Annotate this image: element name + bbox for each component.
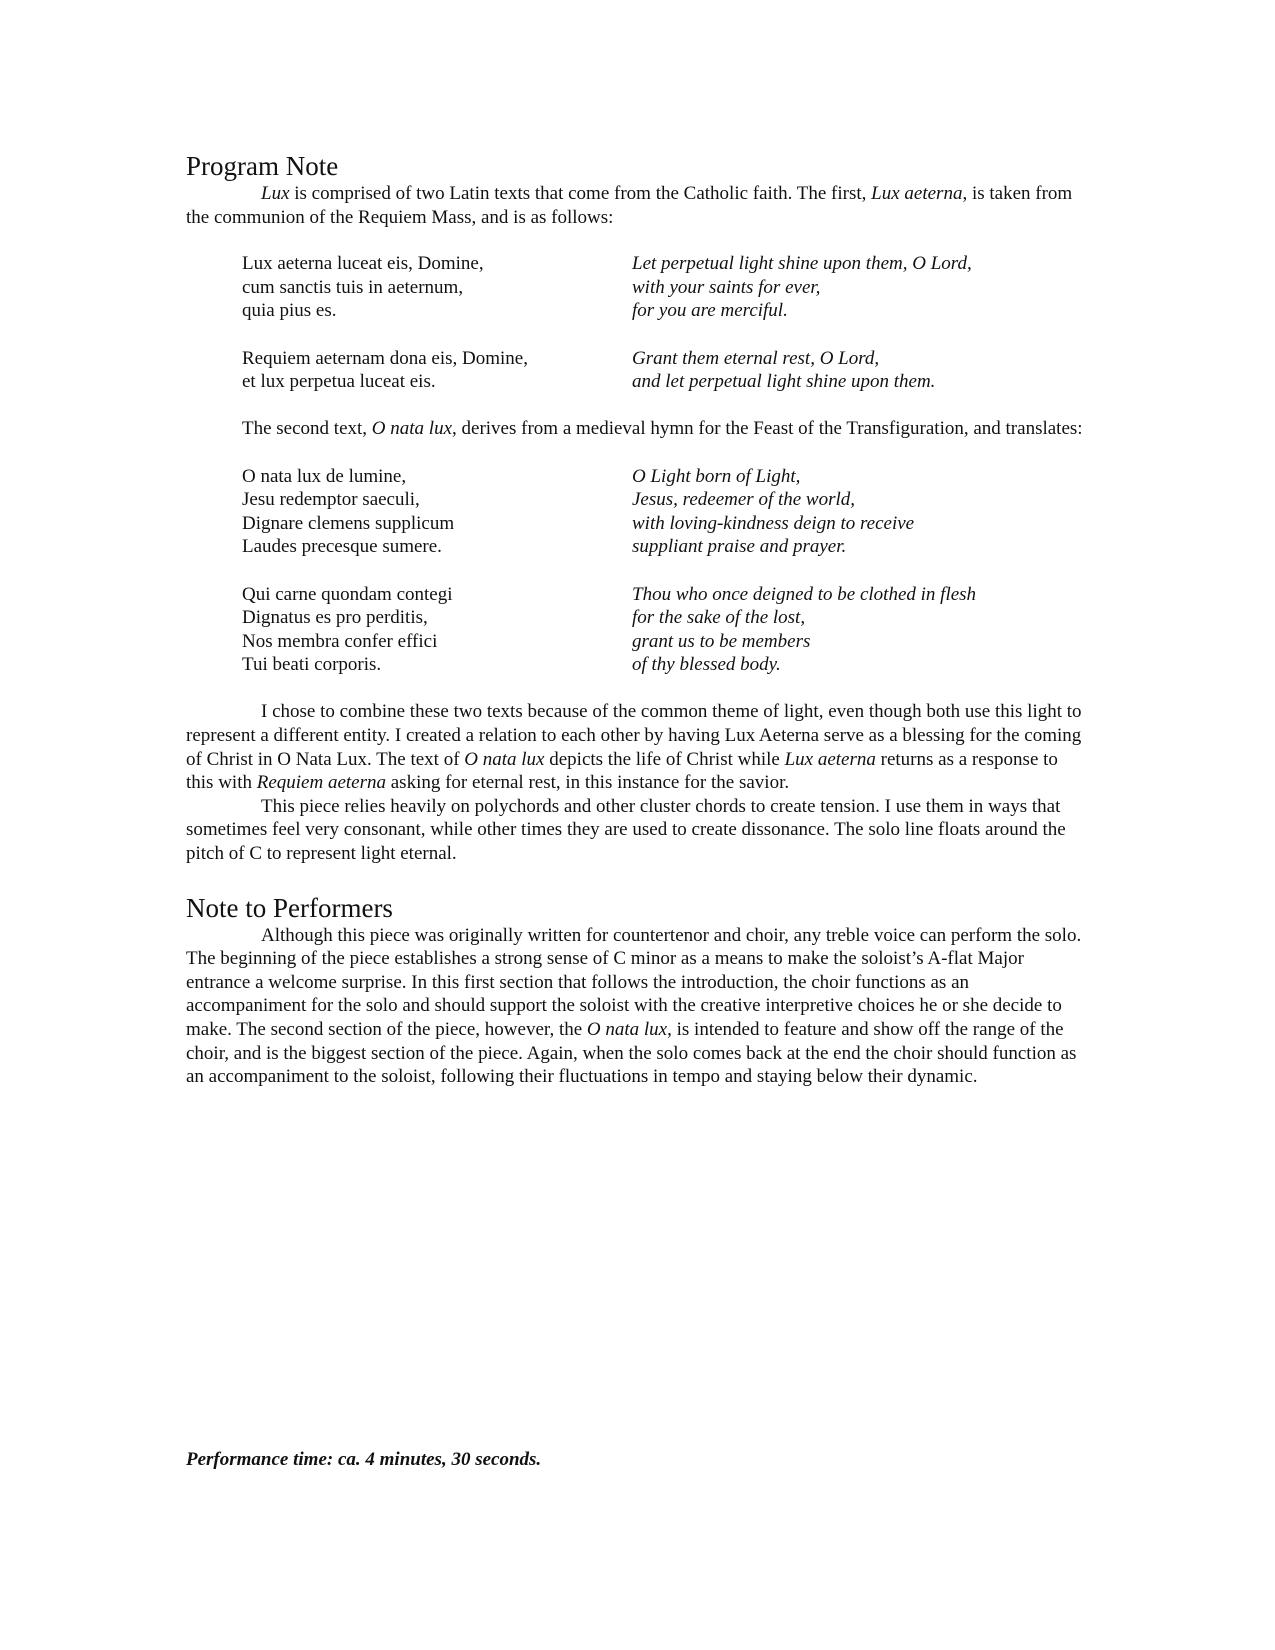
latin-column [242,583,632,677]
english-line: Let perpetual light shine upon them, O Lord, [632,253,972,275]
english-line: grant us to be members [632,630,811,652]
english-column [632,347,1086,394]
lux-aeterna-verses [186,252,1086,394]
english-column [632,252,1086,323]
second-text-1: The second text, [242,418,372,440]
combine-text-1: I chose to combine these two texts because of the common theme of light, even though both use this light to represent a different entity. I created a relation to each other by having Lux Aeterna serve as a blessing for the coming of Christ in O Nata Lux. The text of [186,701,1082,770]
latin-line: Dignatus es pro perditis, [242,607,428,629]
latin-column [242,465,632,559]
second-text-title: O nata lux [371,418,453,440]
latin-line: Qui carne quondam contegi [242,583,453,605]
english-line: for you are merciful. [632,300,788,322]
combine-texts-paragraph [186,700,1086,794]
latin-line: Requiem aeternam dona eis, Domine, [242,347,528,369]
latin-line: Lux aeterna luceat eis, Domine, [242,253,484,275]
english-line: Thou who once deigned to be clothed in flesh [632,583,977,605]
combine-text-2: depicts the life of Christ while [544,748,785,770]
performance-time: Performance time: ca. 4 minutes, 30 seconds. [186,1449,542,1470]
latin-line: cum sanctis tuis in aeternum, [242,276,464,298]
english-line: of thy blessed body. [632,654,781,676]
latin-line: Laudes precesque sumere. [242,536,442,558]
english-line: Grant them eternal rest, O Lord, [632,347,880,369]
latin-column [242,252,632,323]
latin-line: Tui beati corporis. [242,654,382,676]
english-line: and let perpetual light shine upon them. [632,371,936,393]
english-line: with loving-kindness deign to receive [632,512,915,534]
program-note-heading: Program Note [186,151,339,181]
program-note-intro [186,182,1086,229]
combine-text-4: asking for eternal rest, in this instance for the savior. [386,772,790,794]
performers-note-paragraph [186,924,1086,1089]
second-text-2: , derives from a medieval hymn for the Feast of the Transfiguration, and translates: [452,418,1083,440]
verse-stanza [186,583,1086,677]
verse-stanza [186,347,1086,394]
performers-title-o-nata-lux: O nata lux [586,1019,668,1040]
intro-title-lux-aeterna: Lux aeterna [871,183,963,204]
english-column [632,465,1086,559]
latin-line: quia pius es. [242,300,337,322]
latin-column [242,347,632,394]
latin-line: Dignare clemens supplicum [242,512,455,534]
document-body [186,150,1086,1089]
english-line: O Light born of Light, [632,465,801,487]
performers-text-1: Although this piece was originally written for countertenor and choir, any treble voice can perform the solo. The beginning of the piece establishes a strong sense of C minor as a means to make the soloist’s A-flat Major entrance a welcome surprise. In this first section that follows the introduction, the choir functions as an accompaniment for the solo and should support the soloist with the creative interpretive choices he or she decide to make. The second section of the piece, however, the [186,924,1082,1040]
latin-line: Jesu redemptor saeculi, [242,489,420,511]
english-line: suppliant praise and prayer. [632,536,847,558]
english-line: Jesus, redeemer of the world, [632,489,856,511]
english-line: with your saints for ever, [632,276,821,298]
latin-line: et lux perpetua luceat eis. [242,371,436,393]
combine-title-lux-aeterna: Lux aeterna [784,748,876,770]
polychords-paragraph: This piece relies heavily on polychords and other cluster chords to create tension. I use them in ways that sometimes feel very consonant, while other times they are used to create dissonance. The solo line floats around the pitch of C to represent light eternal. [186,795,1066,865]
english-line: for the sake of the lost, [632,607,806,629]
latin-line: O nata lux de lumine, [242,465,407,487]
performers-text-2: , is intended to feature and show off the range of the choir, and is the biggest section of the piece. Again, when the solo comes back at the end the choir should function as an accompaniment to the soloist, following their fluctuations in tempo and staying below their dynamic. [186,1019,1077,1088]
combine-title-o-nata-lux: O nata lux [464,748,545,770]
english-column [632,583,1086,677]
intro-text-2: , is taken from the communion of the Requiem Mass, and is as follows: [186,183,1073,228]
latin-line: Nos membra confer effici [242,630,438,652]
verse-stanza [186,465,1086,559]
o-nata-lux-verses [186,465,1086,677]
performers-note-heading: Note to Performers [186,892,393,923]
verse-stanza [186,252,1086,323]
intro-title-lux: Lux [261,183,290,204]
intro-text-1: is comprised of two Latin texts that come from the Catholic faith. The first, [289,183,872,204]
second-text-paragraph [186,417,1086,441]
combine-text-3: returns as a response to this with [186,748,1058,794]
combine-title-requiem-aeterna: Requiem aeterna [256,772,386,794]
